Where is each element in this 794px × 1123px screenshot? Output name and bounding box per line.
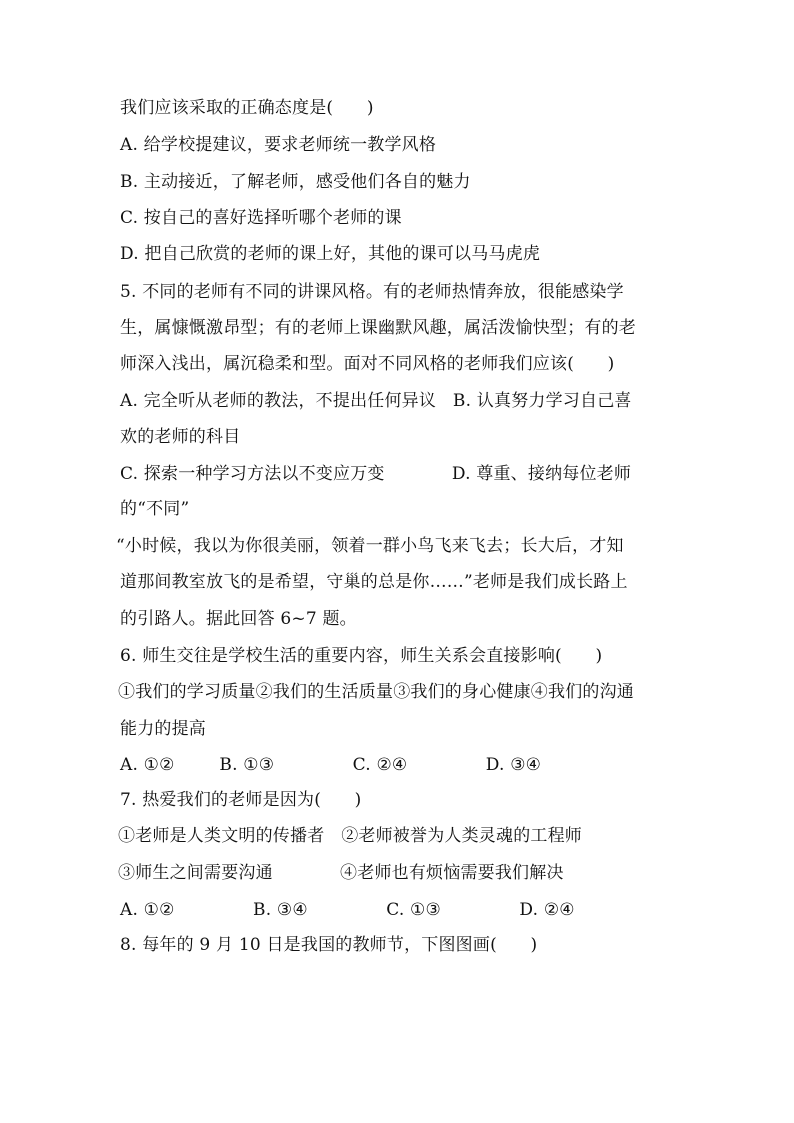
option-line: C. 探索一种学习方法以不变应万变 D. 尊重、接纳每位老师 <box>120 464 632 484</box>
question-line: 5. 不同的老师有不同的讲课风格。有的老师热情奔放，很能感染学 <box>120 282 624 302</box>
question-line: 8. 每年的 9 月 10 日是我国的教师节，下图图画( ) <box>120 935 538 955</box>
text-line: 的引路人。据此回答 6~7 题。 <box>120 609 357 629</box>
text-line: 我们应该采取的正确态度是( ) <box>120 98 374 118</box>
text-line: 生，属慷慨激昂型；有的老师上课幽默风趣，属活泼愉快型；有的老 <box>120 318 636 338</box>
option-line: C. 按自己的喜好选择听哪个老师的课 <box>120 208 402 228</box>
option-line: D. 把自己欣赏的老师的课上好，其他的课可以马马虎虎 <box>120 244 541 264</box>
option-line: A. ①② B. ③④ C. ①③ D. ②④ <box>120 900 575 920</box>
text-line: ①老师是人类文明的传播者 ②老师被誉为人类灵魂的工程师 <box>118 826 583 846</box>
question-line: 7. 热爱我们的老师是因为( ) <box>120 790 362 810</box>
text-line: 欢的老师的科目 <box>120 427 241 447</box>
text-line: 能力的提高 <box>120 719 206 739</box>
text-line: 道那间教室放飞的是希望，守巢的总是你……”老师是我们成长路上 <box>120 572 628 592</box>
text-line: 师深入浅出，属沉稳柔和型。面对不同风格的老师我们应该( ) <box>120 354 615 374</box>
option-line: A. 完全听从老师的教法，不提出任何异议 B. 认真努力学习自己喜 <box>120 391 632 411</box>
option-line: A. ①② B. ①③ C. ②④ D. ③④ <box>120 755 542 775</box>
text-line: 的“不同” <box>120 499 190 519</box>
question-line: 6. 师生交往是学校生活的重要内容，师生关系会直接影响( ) <box>120 646 603 666</box>
text-line: ③师生之间需要沟通 ④老师也有烦恼需要我们解决 <box>118 863 564 883</box>
text-line: “小时候，我以为你很美丽，领着一群小鸟飞来飞去；长大后，才知 <box>116 536 624 556</box>
option-line: A. 给学校提建议，要求老师统一教学风格 <box>120 135 437 155</box>
option-line: B. 主动接近，了解老师，感受他们各自的魅力 <box>120 172 471 192</box>
text-line: ①我们的学习质量②我们的生活质量③我们的身心健康④我们的沟通 <box>118 682 634 702</box>
